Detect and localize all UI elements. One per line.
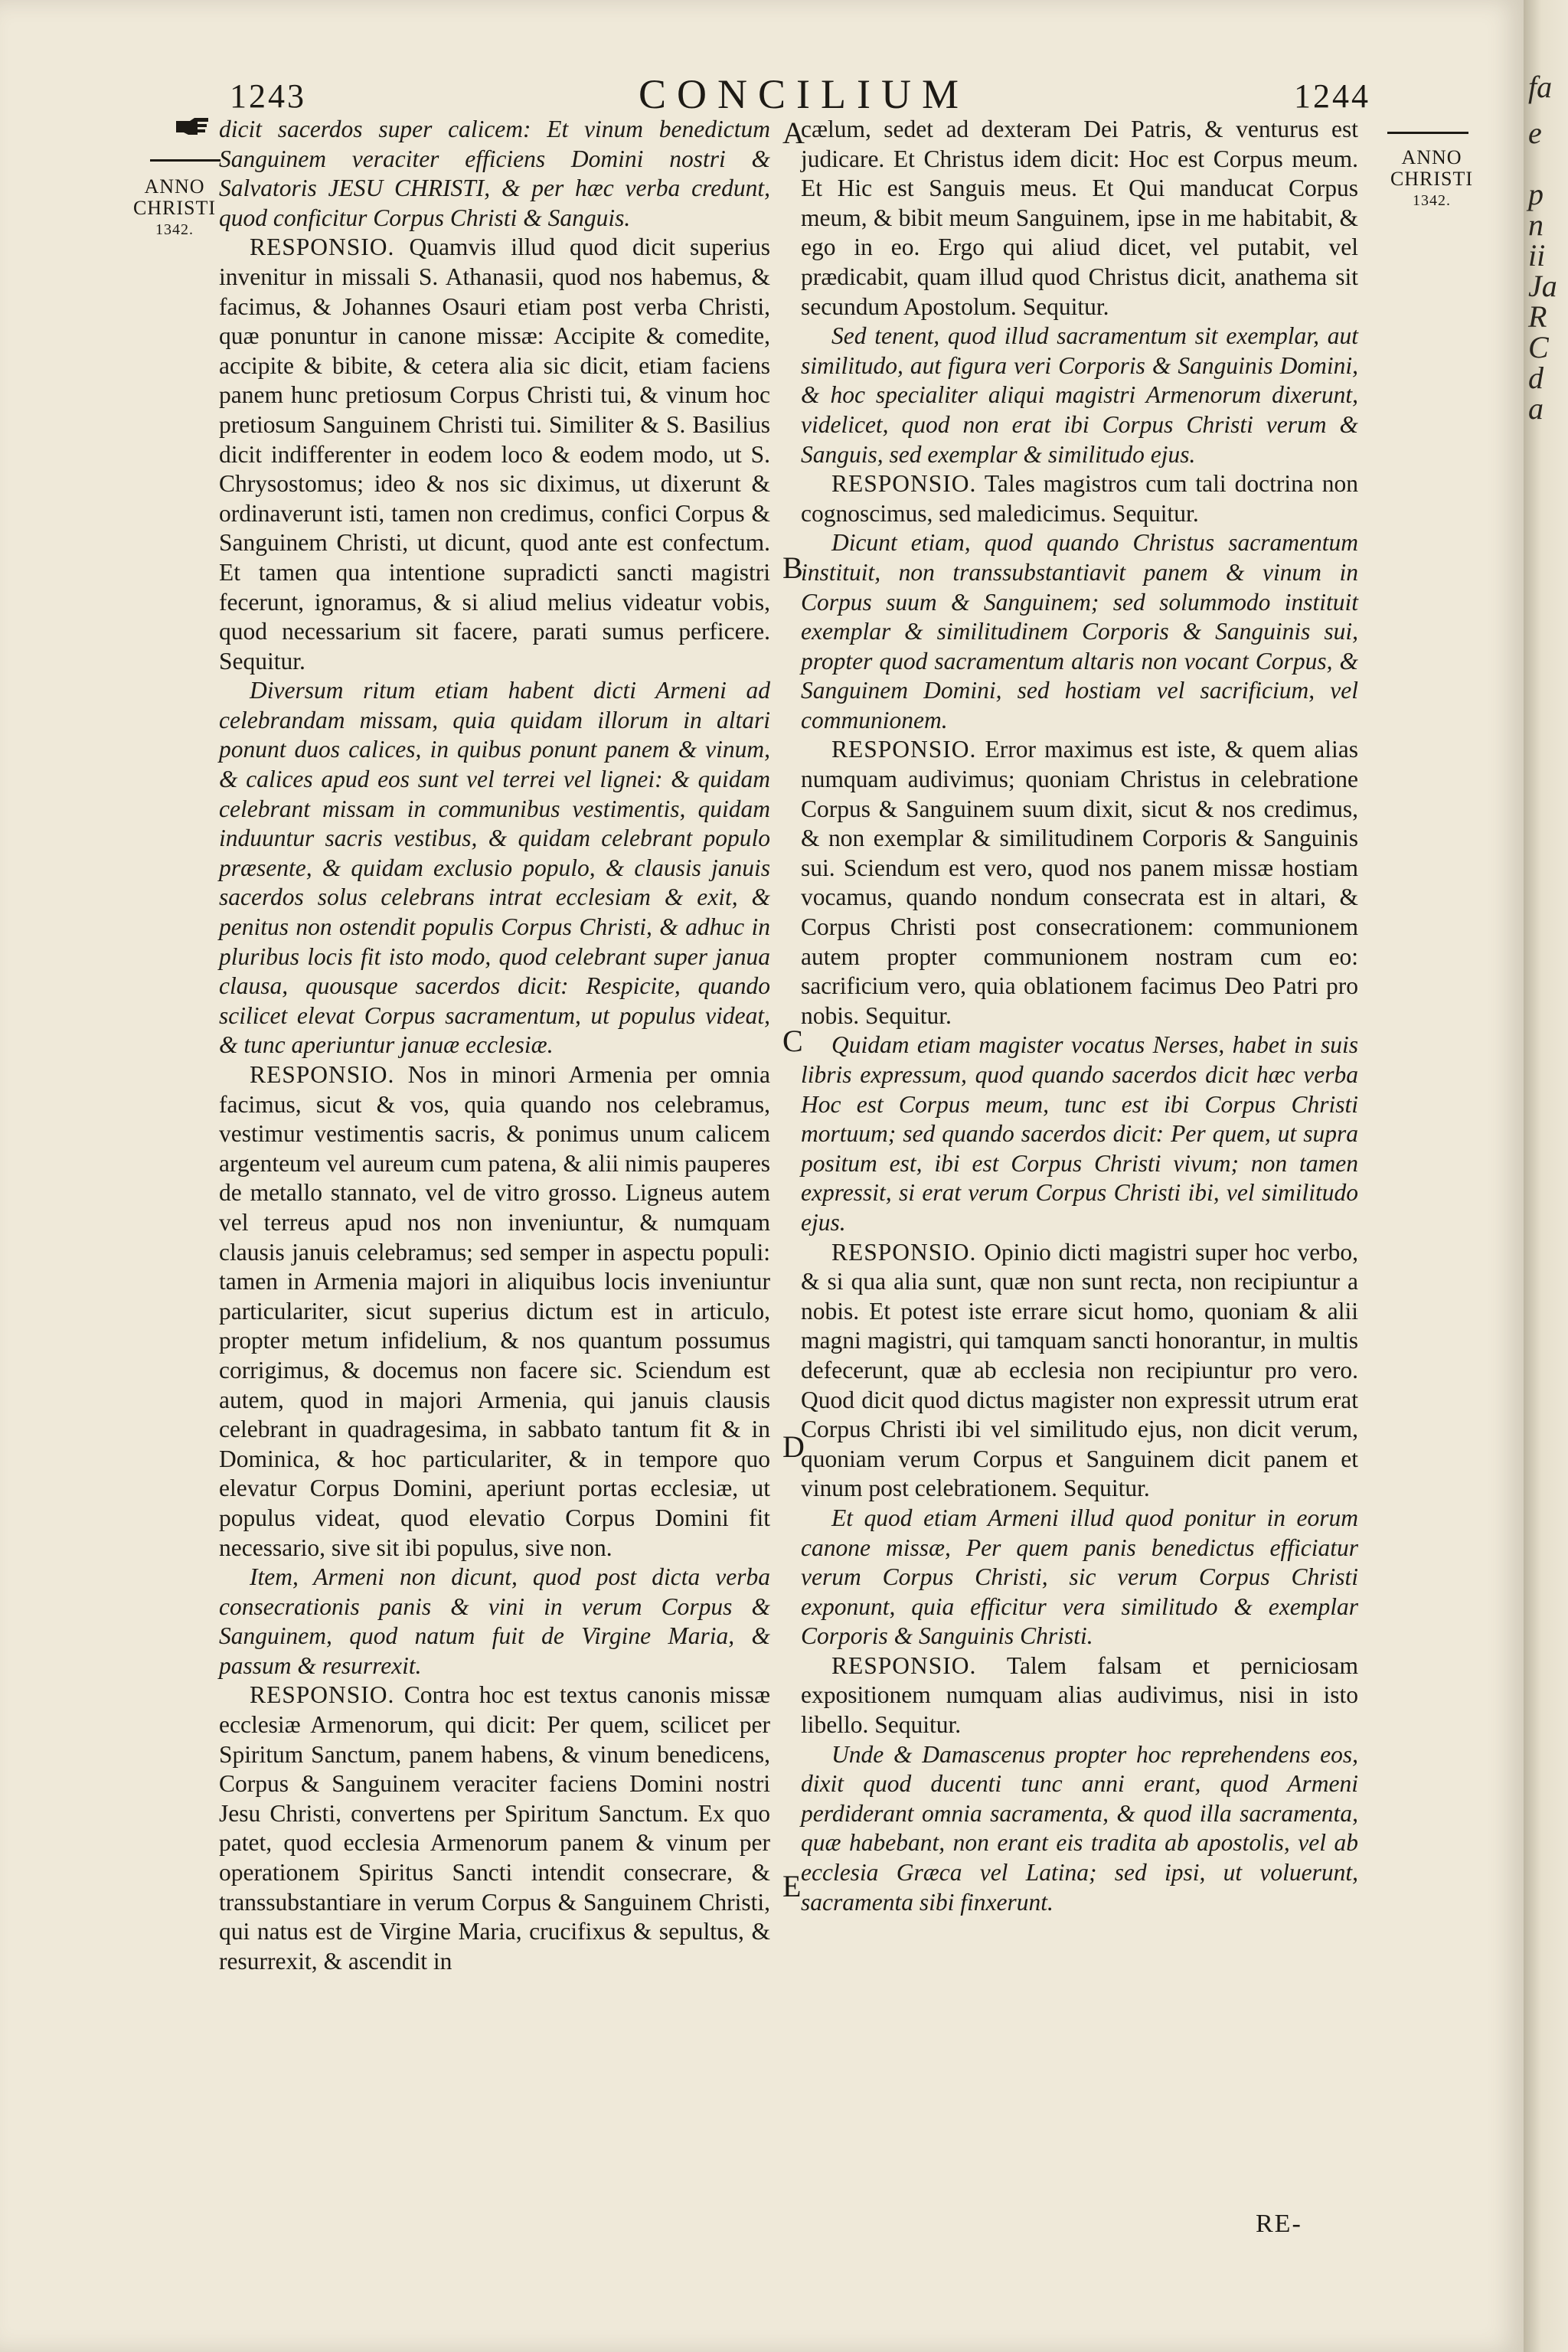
section-letter-b: B: [782, 550, 803, 585]
running-title: CONCILIUM: [639, 71, 969, 117]
section-letter-a: A: [782, 116, 805, 150]
margin-rule-left: [150, 159, 220, 162]
margin-note-left: ANNO CHRISTI 1342.: [132, 175, 217, 238]
page-number-left: 1243: [230, 77, 306, 115]
paragraph: RESPONSIO. Error maximus est iste, & quem alias numquam audivimus; quoniam Christus in celebratione Corpus & Sanguinem suum dixit, sicut & nos credimus, & non exemplar & similitudinem Corporis & Sanguinis sui. Sciendum est vero, quod nos panem missæ hostiam vocamus, quando nondum consecrata est in altari, & Corpus Christi post consecrationem: communionem autem propter communionem nostram cum eo: sacrificium vero, quia oblationem facimus Deo Patri pro nobis. Sequitur.: [801, 736, 1359, 1029]
paragraph: RESPONSIO. Quamvis illud quod dicit superius invenitur in missali S. Athanasii, quod nos habemus, & facimus, & Johannes Osauri etiam post verba Christi, quæ ponuntur in canone missæ: Accipite & comedite, accipite & bibite, & cetera alia sic dicit, etiam faciens panem hunc pretiosum Corpus Christi tui, & vinum hoc pretiosum Sanguinem Christi tui. Similiter & S. Basilius dicit indifferenter in eodem loco & eodem modo, ut S. Chrysostomus; ideo & nos sic diximus, ut dixerunt & ordinaverunt isti, tamen non credimus, confici Corpus & Sanguinem Christi, ut dicunt, quod ante est confectum. Et tamen qua intentione supradicti sancti magistri fecerunt, ignoramus, & si aliud melius videatur vobis, quod necessarium sit facere, parati sumus perficere. Sequitur.: [219, 234, 771, 675]
paragraph: dicit sacerdos super calicem: Et vinum benedictum Sanguinem veraciter efficiens Domini nostri & Salvatoris JESU CHRISTI, & per hæc verba credunt, quod conficitur Corpus Christi & Sanguis.: [219, 116, 770, 231]
paragraph: Et quod etiam Armeni illud quod ponitur in eorum canone missæ, Per quem panis benedictus efficiatur verum Corpus Christi, sic verum Corpus Christi exponunt, quia efficitur vera similitudo & exemplar Corporis & Sanguinis Christi.: [801, 1504, 1358, 1650]
paragraph: cælum, sedet ad dexteram Dei Patris, & venturus est judicare. Et Christus idem dicit: Hoc est Corpus meum. Et Hic est Sanguis meus. Et Qui manducat Corpus meum, & bibit meum Sanguinem, ipse in me habitabit, & ego in eo. Ergo qui aliud dicet, vel putabit, vel prædicabit, quam illud quod Christus dicit, anathema sit secundum Apostolum. Sequitur.: [801, 116, 1358, 320]
margin-rule-right: [1387, 132, 1468, 134]
paragraph: RESPONSIO. Opinio dicti magistri super hoc verbo, & si qua alia sunt, quæ non sunt recta, non recipiuntur a nobis. Et potest iste errare sicut homo, quoniam & alii magni magistri, qui tamquam sancti honorantur, in multis defecerunt, quæ ab ecclesia non recipiuntur pro vero. Quod dicit quod dictus magister non expressit utrum erat Corpus Christi ibi vel similitudo ejus, non dicit verum, quoniam verum Corpus et Sanguinem dicit panem et vinum post celebrationem. Sequitur.: [801, 1238, 1359, 1502]
page-number-right: 1244: [1294, 77, 1370, 115]
section-letter-e: E: [782, 1869, 802, 1903]
next-page-edge: fa e p n ii Ja R C d a: [1524, 0, 1568, 2352]
margin-note-right: ANNO CHRISTI 1342.: [1390, 146, 1474, 209]
paragraph: Dicunt etiam, quod quando Christus sacramentum instituit, non transsubstantiavit panem & vinum in Corpus suum & Sanguinem; sed solummodo instituit exemplar & similitudinem Corporis & Sanguinis sui, propter quod sacramentum altaris non vocant Corpus, & Sanguinem Domini, sed hostiam vel sacrificium, vel communionem.: [801, 529, 1358, 733]
paragraph: RESPONSIO. Tales magistros cum tali doctrina non cognoscimus, sed maledicimus. Sequitur.: [801, 470, 1358, 527]
paragraph: Item, Armeni non dicunt, quod post dicta verba consecrationis panis & vini in verum Corpus & Sanguinem, quod natum fuit de Virgine Maria, & passum & resurrexit.: [219, 1563, 770, 1679]
section-letter-d: D: [782, 1429, 805, 1464]
paragraph: Unde & Damascenus propter hoc reprehendens eos, dixit quod ducenti tunc anni erant, quod Armeni perdiderant omnia sacramenta, & quod illa sacramenta, quæ habebant, non erant eis tradita ab apostolis, vel ab ecclesia Græca vel Latina; sed ipsi, ut voluerunt, sacramenta sibi finxerunt.: [801, 1740, 1358, 1916]
paragraph: RESPONSIO. Talem falsam et perniciosam expositionem numquam alias audivimus, nisi in isto libello. Sequitur.: [801, 1651, 1358, 1739]
paragraph: RESPONSIO. Nos in minori Armenia per omnia facimus, sicut & vos, quia quando nos celebramus, vestimur vestimentis sacris, & ponimus unum calicem argenteum vel aureum cum patena, & alii nimis pauperes de metallo stannato, vel de vitro grosso. Ligneus autem vel terreus apud nos non inveniuntur, & numquam clausis januis celebramus; sed semper in aspectu populi: tamen in Armenia majori in aliquibus locis inveniuntur particulariter, sicut superius dictum est in articulo, propter metum infidelium, & nos quantum possumus corrigimus, & docemus non facere sic. Sciendum est autem, quod in majori Armenia, qui januis clausis celebrant in quadragesima, in sabbato tantum fit & in Dominica, & hoc particulariter, & in tempore quo elevatur Corpus Domini, aperiunt portas ecclesiæ, ut populus videat, quod elevatio Corpus Domini fit necessario, sive sit ibi populus, sive non.: [219, 1061, 771, 1561]
paragraph: RESPONSIO. Contra hoc est textus canonis missæ ecclesiæ Armenorum, qui dicit: Per quem, scilicet per Spiritum Sanctum, panem habens, & vinum benedicens, Corpus & Sanguinem veraciter faciens Domini nostri Jesu Christi, convertens per Spiritum Sanctum. Ex quo patet, quod ecclesia Armenorum panem & vinum per operationem Spiritus Sancti intendit consecrare, & transsubstantiare in verum Corpus & Sanguinem Christi, qui natus est de Virgine Maria, crucifixus & sepultus, & resurrexit, & ascendit in: [219, 1681, 771, 1975]
manicule-icon: [175, 115, 210, 138]
catchword: RE-: [1256, 2210, 1302, 2238]
paragraph: Quidam etiam magister vocatus Nerses, habet in suis libris expressum, quod quando sacerdos dicit hæc verba Hoc est Corpus meum, tunc est ibi Corpus Christi mortuum; sed quando sacerdos dicit: Per quem, ut supra positum est, ibi est Corpus Christi vivum; non tamen expressit, si erat verum Corpus Christi ibi, vel similitudo ejus.: [801, 1031, 1358, 1236]
paragraph: Diversum ritum etiam habent dicti Armeni ad celebrandam missam, quia quidam illorum in altari ponunt duos calices, in quibus ponunt panem & vinum, & calices apud eos sunt vel terrei vel lignei: & quidam celebrant missam in communibus vestimentis, quidam induuntur sacris vestibus, & quidam celebrant populo præsente, & quidam exclusio populo, & clausis januis sacerdos solus celebrans intrat ecclesiam & exit, & penitus non ostendit populis Corpus Christi, & adhuc in pluribus locis fit isto modo, quod celebrant super janua clausa, quousque sacerdos dicit: Respicite, quando scilicet elevat Corpus sacramentum, ut populus videat, & tunc aperiuntur januæ ecclesiæ.: [219, 677, 770, 1059]
section-letter-c: C: [782, 1024, 803, 1058]
paragraph: Sed tenent, quod illud sacramentum sit exemplar, aut similitudo, aut figura veri Corporis & Sanguinis Domini, & hoc specialiter aliqui magistri Armenorum dixerunt, videlicet, quod non erat ibi Corpus Christi verum & Sanguis, sed exemplar & similitudo ejus.: [801, 322, 1358, 468]
left-column: [219, 115, 770, 1976]
right-column: [801, 115, 1358, 1917]
